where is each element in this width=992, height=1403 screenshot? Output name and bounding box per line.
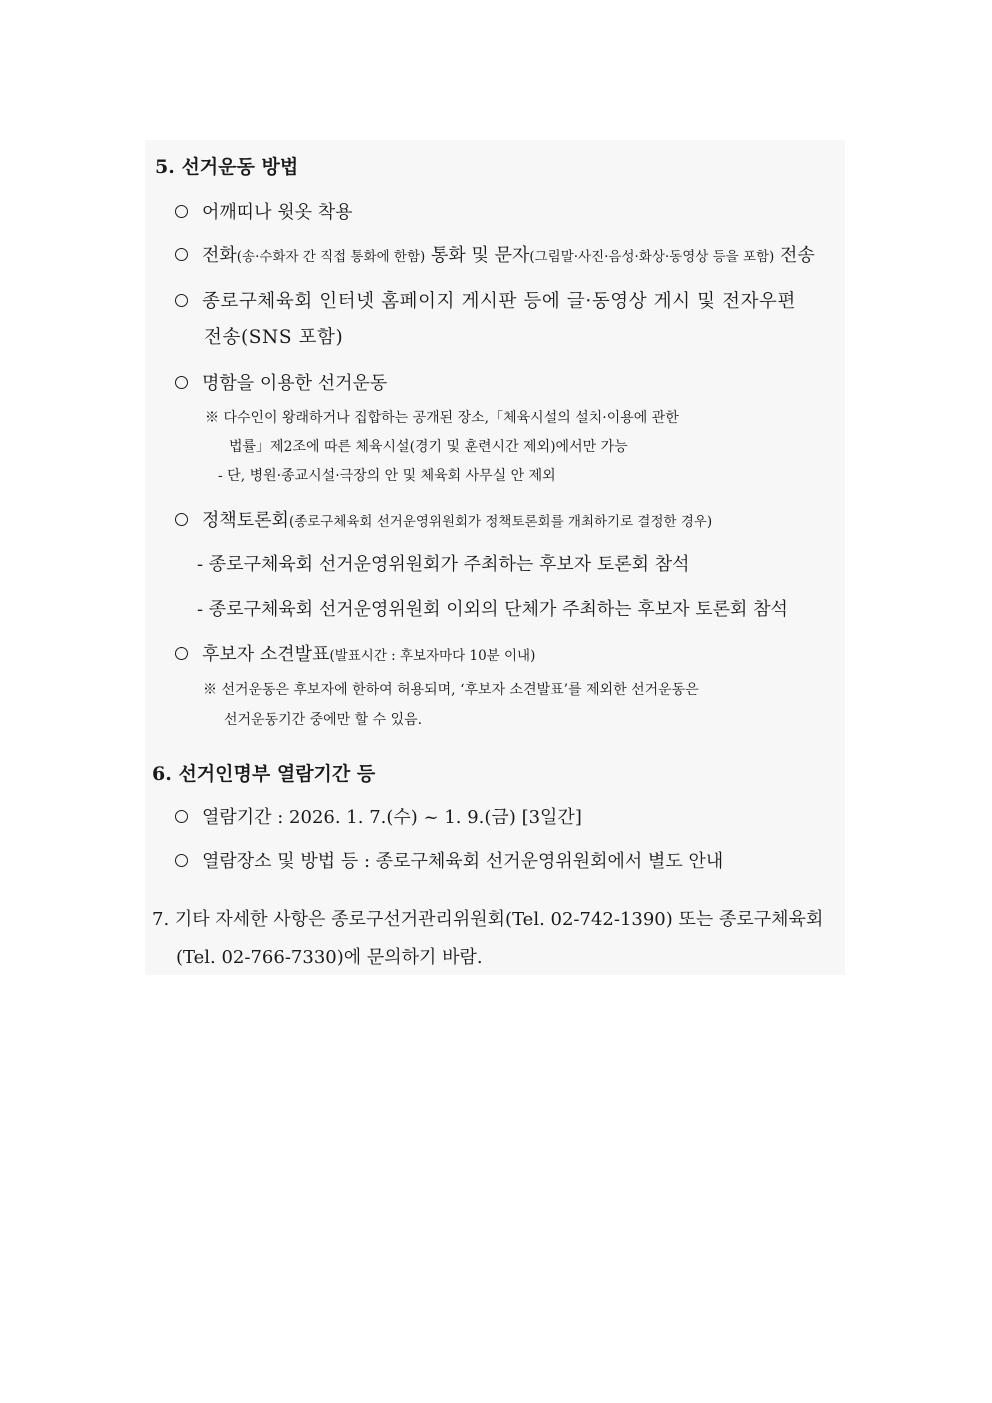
bullet-circle-icon — [175, 205, 188, 218]
note-text: ※ 선거운동은 후보자에 한하여 허용되며, ‘후보자 소견발표’를 제외한 선거운동은 — [203, 682, 699, 698]
bullet-circle-icon — [175, 513, 188, 526]
section-7-line: 7. 기타 자세한 사항은 종로구선거관리위원회(Tel. 02-742-1390) 또는 종로구체육회 — [152, 909, 824, 930]
bullet-circle-icon — [175, 647, 188, 660]
list-item: 명함을 이용한 선거운동 — [175, 369, 387, 395]
section-7-line: (Tel. 02-766-7330)에 문의하기 바람. — [176, 947, 483, 968]
note-text: 법률」제2조에 따른 체육시설(경기 및 훈련시간 제외)에서만 가능 — [229, 439, 628, 455]
bullet-circle-icon — [175, 248, 188, 261]
list-item: 열람기간 : 2026. 1. 7.(수) ~ 1. 9.(금) [3일간] — [175, 803, 582, 829]
sub-item: - 종로구체육회 선거운영위원회 이외의 단체가 주최하는 후보자 토론회 참석 — [197, 599, 788, 620]
list-item: 열람장소 및 방법 등 : 종로구체육회 선거운영위원회에서 별도 안내 — [175, 847, 723, 873]
note-text: ※ 다수인이 왕래하거나 집합하는 공개된 장소,「체육시설의 설치·이용에 관한 — [205, 410, 679, 426]
bullet-circle-icon — [175, 376, 188, 389]
list-item: 전화(송·수화자 간 직접 통화에 한함) 통화 및 문자(그림말·사진·음성·화상·동영상 등을 포함) 전송 — [175, 241, 815, 267]
note-text: 선거운동기간 중에만 할 수 있음. — [224, 712, 423, 728]
list-item: 어깨띠나 윗옷 착용 — [175, 198, 353, 224]
list-item: 정책토론회(종로구체육회 선거운영위원회가 정책토론회를 개최하기로 결정한 경우) — [175, 506, 712, 532]
section-6-heading: 6. 선거인명부 열람기간 등 — [152, 763, 376, 785]
section-5-heading: 5. 선거운동 방법 — [155, 156, 299, 178]
bullet-circle-icon — [175, 854, 188, 867]
sub-item: - 종로구체육회 선거운영위원회가 주최하는 후보자 토론회 참석 — [197, 554, 690, 575]
list-item-continuation: 전송(SNS 포함) — [204, 327, 344, 348]
bullet-circle-icon — [175, 294, 188, 307]
list-item: 종로구체육회 인터넷 홈페이지 게시판 등에 글·동영상 게시 및 전자우편 — [175, 287, 796, 313]
bullet-circle-icon — [175, 810, 188, 823]
list-item: 후보자 소견발표(발표시간 : 후보자마다 10분 이내) — [175, 640, 535, 666]
note-text: - 단, 병원·종교시설·극장의 안 및 체육회 사무실 안 제외 — [218, 468, 556, 484]
